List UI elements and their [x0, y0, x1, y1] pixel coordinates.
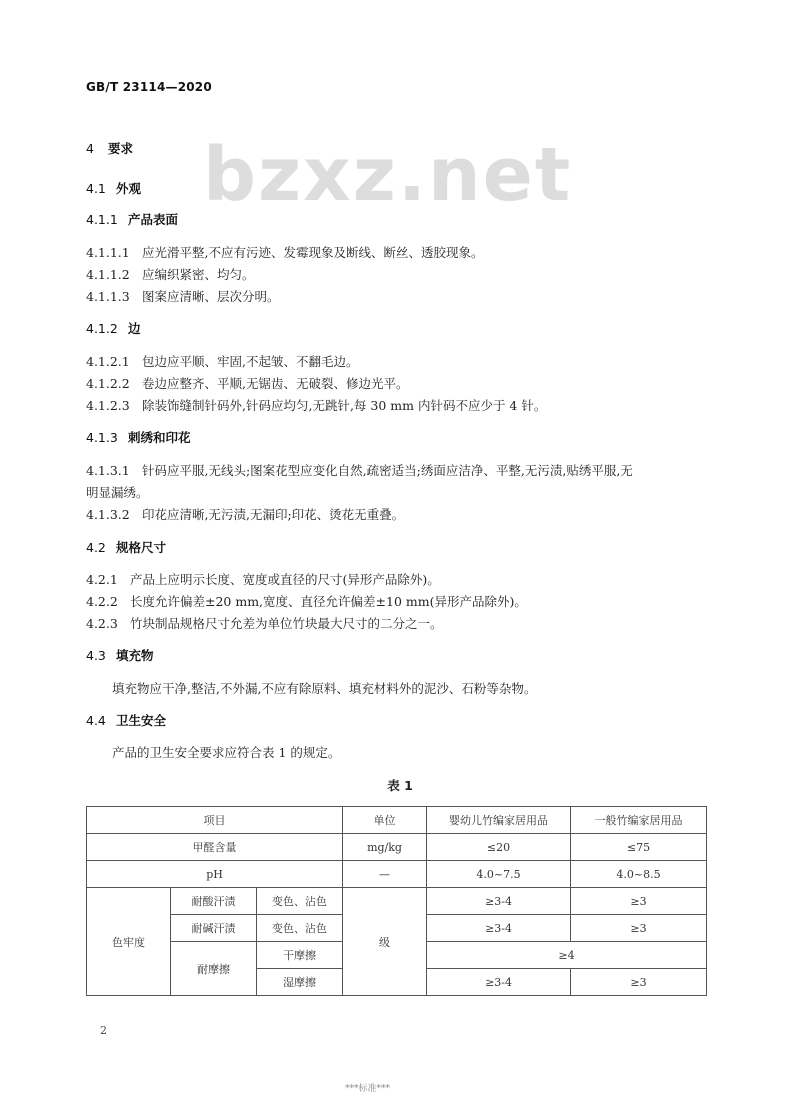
clause-4-2-3	[86, 614, 443, 632]
table-row-ph	[87, 861, 707, 888]
section-title: 外观	[116, 181, 142, 196]
clause-text: 卷边应整齐、平顺,无锯齿、无破裂、修边光平。	[142, 376, 409, 391]
clause-4-1-2-3	[86, 396, 546, 414]
clause-4-1-3-2	[86, 505, 404, 523]
cell-colorfastness-unit: 级	[343, 888, 427, 996]
clause-number: 4.2.1	[86, 572, 118, 587]
cell-label: 甲醛含量	[87, 834, 343, 861]
clause-number: 4.1.2.3	[86, 398, 130, 413]
section-heading-4-1-2	[86, 319, 141, 337]
cell-sub-item: 变色、沾色	[257, 888, 343, 915]
paragraph-4-4: 产品的卫生安全要求应符合表 1 的规定。	[112, 745, 341, 760]
clause-4-1-1-2	[86, 265, 255, 283]
section-title: 填充物	[116, 648, 154, 663]
table-row-formaldehyde	[87, 834, 707, 861]
cell-general: ≥3	[571, 888, 707, 915]
cell-general: 4.0~8.5	[571, 861, 707, 888]
cell-colorfastness-label: 色牢度	[87, 888, 171, 996]
paragraph-4-3: 填充物应干净,整洁,不外漏,不应有除原料、填充材料外的泥沙、石粉等杂物。	[112, 681, 537, 696]
cell-sub-label: 耐酸汗渍	[171, 888, 257, 915]
cell-sub-label: 耐碱汗渍	[171, 915, 257, 942]
cell-sub-item: 干摩擦	[257, 942, 343, 969]
header-general: 一般竹编家居用品	[571, 807, 707, 834]
section-title: 产品表面	[128, 212, 179, 227]
clause-number: 4.1.2.1	[86, 354, 130, 369]
header-item: 项目	[87, 807, 343, 834]
section-heading-4-2	[86, 538, 166, 556]
clause-text: 包边应平顺、牢固,不起皱、不翻毛边。	[142, 354, 359, 369]
clause-text: 应光滑平整,不应有污迹、发霉现象及断线、断丝、透胶现象。	[142, 245, 484, 260]
clause-text: 针码应平服,无线头;图案花型应变化自然,疏密适当;绣面应洁净、平整,无污渍,贴绣平服,无	[142, 463, 633, 478]
clause-text: 除装饰缝制针码外,针码应均匀,无跳针,每 30 mm 内针码不应少于 4 针。	[142, 398, 547, 413]
clause-4-1-2-2	[86, 374, 408, 392]
watermark: bzxz.net	[203, 132, 573, 218]
requirements-table	[86, 806, 707, 996]
section-heading-4-1-3	[86, 428, 191, 446]
page-number: 2	[100, 1024, 107, 1037]
clause-4-2-1	[86, 570, 440, 588]
cell-shared-value: ≥4	[427, 942, 707, 969]
clause-text: 长度允许偏差±20 mm,宽度、直径允许偏差±10 mm(异形产品除外)。	[130, 594, 527, 609]
cell-label: pH	[87, 861, 343, 888]
cell-infant: 4.0~7.5	[427, 861, 571, 888]
cell-general: ≥3	[571, 915, 707, 942]
clause-4-2-2	[86, 592, 527, 610]
cell-infant: ≥3-4	[427, 888, 571, 915]
cell-sub-item: 湿摩擦	[257, 969, 343, 996]
table-row-acid-perspiration	[87, 888, 707, 915]
cell-infant: ≤20	[427, 834, 571, 861]
footer-fragment: ***标准***	[345, 1084, 391, 1094]
header-unit: 单位	[343, 807, 427, 834]
cell-infant: ≥3-4	[427, 915, 571, 942]
section-title: 刺绣和印花	[128, 430, 191, 445]
cell-general: ≤75	[571, 834, 707, 861]
section-number: 4.3	[86, 648, 106, 663]
clause-text: 产品上应明示长度、宽度或直径的尺寸(异形产品除外)。	[130, 572, 440, 587]
clause-4-1-1-3	[86, 287, 280, 305]
section-number: 4.1.3	[86, 430, 118, 445]
section-title: 卫生安全	[116, 713, 167, 728]
section-number: 4	[86, 141, 94, 156]
section-title: 规格尺寸	[116, 540, 167, 555]
clause-number: 4.2.3	[86, 616, 118, 631]
clause-text: 图案应清晰、层次分明。	[142, 289, 280, 304]
clause-4-1-3-1	[86, 461, 633, 479]
table-header-row	[87, 807, 707, 834]
clause-4-1-1-1	[86, 243, 483, 261]
clause-number: 4.2.2	[86, 594, 118, 609]
cell-sub-item: 变色、沾色	[257, 915, 343, 942]
cell-sub-label: 耐摩擦	[171, 942, 257, 996]
section-title: 边	[128, 321, 141, 336]
section-title: 要求	[108, 141, 134, 156]
cell-general: ≥3	[571, 969, 707, 996]
clause-text: 应编织紧密、均匀。	[142, 267, 255, 282]
clause-number: 4.1.1.3	[86, 289, 130, 304]
section-number: 4.1	[86, 181, 106, 196]
table-caption: 表 1	[387, 778, 413, 793]
clause-text: 印花应清晰,无污渍,无漏印;印花、烫花无重叠。	[142, 507, 405, 522]
section-number: 4.2	[86, 540, 106, 555]
clause-number: 4.1.1.2	[86, 267, 130, 282]
header-infant: 婴幼儿竹编家居用品	[427, 807, 571, 834]
clause-number: 4.1.3.2	[86, 507, 130, 522]
section-heading-4-1-1	[86, 210, 178, 228]
clause-4-1-2-1	[86, 352, 358, 370]
section-heading-4-1	[86, 179, 141, 197]
clause-4-1-3-1-continued: 明显漏绣。	[86, 485, 149, 500]
clause-text: 竹块制品规格尺寸允差为单位竹块最大尺寸的二分之一。	[130, 616, 443, 631]
clause-number: 4.1.2.2	[86, 376, 130, 391]
section-number: 4.1.2	[86, 321, 118, 336]
section-heading-4-3	[86, 646, 154, 664]
cell-unit: mg/kg	[343, 834, 427, 861]
section-number: 4.1.1	[86, 212, 118, 227]
clause-number: 4.1.1.1	[86, 245, 130, 260]
section-number: 4.4	[86, 713, 106, 728]
section-heading-4-4	[86, 711, 166, 729]
standard-number: GB/T 23114—2020	[86, 80, 212, 94]
cell-unit: —	[343, 861, 427, 888]
cell-infant: ≥3-4	[427, 969, 571, 996]
clause-number: 4.1.3.1	[86, 463, 130, 478]
section-heading-4	[86, 139, 133, 157]
